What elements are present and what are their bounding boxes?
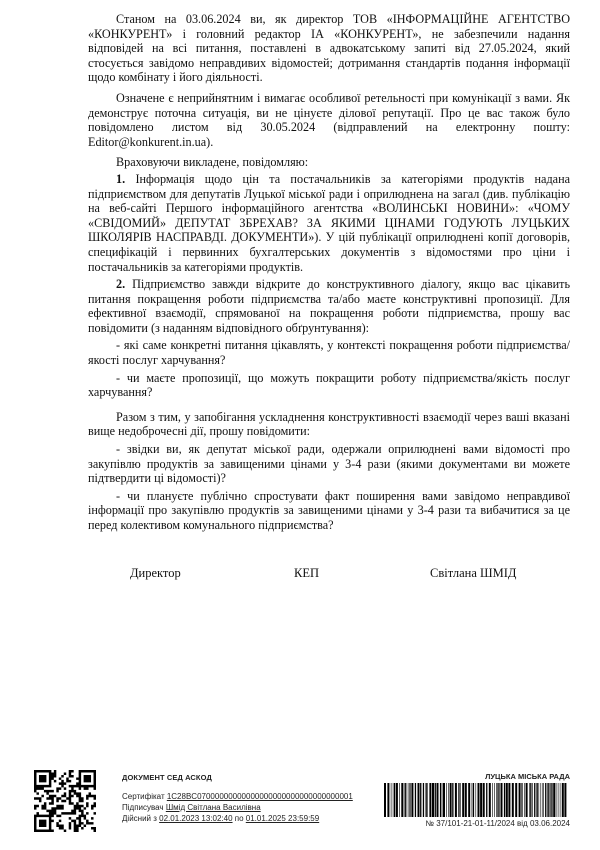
e-signature-stamp [122, 772, 382, 824]
paragraph-intro: Враховуючи викладене, повідомляю: [116, 155, 309, 170]
signature-type: КЕП [294, 566, 319, 580]
qr-code-icon [34, 770, 96, 832]
paragraph-status: Станом на 03.06.2024 ви, як директор ТОВ «ІНФОРМАЦІЙНЕ АГЕНТСТВО «КОНКУРЕНТ» і головний редактор ІА «КОНКУРЕНТ», не забезпечили надання відповідей на всі питання, поставлені в адвокатському запиті від 27.05.2024, який стосується завідомо неправдивих відомостей; дотримання стандартів подання інформації щодо комбінату і його діяльності. [88, 12, 570, 85]
item-1-text: Інформація щодо цін та постачальників за категоріями продуктів надана підприємством для депутатів Луцької міської ради і оприлюднена на загал (див. публікацію на веб-сайті Першого інформаційного агентства «ВОЛИНСЬКІ НОВИНИ»: «ЧОМУ «СВІДОМИЙ» ДЕПУТАТ ЗБРЕХАВ? ЗА ЯКИМИ ЦІНАМИ ГОДУЮТЬ ЛУЦЬКИХ ШКОЛЯРІВ НАСПРАВДІ. ДОКУМЕНТИ»). У цій публікації оприлюднені копії договорів, специфікацій і первинних бухгалтерських документів з відомостями про ціни і постачальників за категоріями продуктів. [88, 171, 570, 274]
request-question-1: - звідки ви, як депутат міської ради, одержали оприлюднені вами відомості про закупівлю продуктів за завищеними цінами у 3-4 рази (якими документами ви можете підтвердити ці відомості)? [88, 442, 570, 486]
item-2-number: 2. [116, 277, 126, 292]
registration-stamp [382, 772, 570, 828]
paragraph-request: Разом з тим, у запобігання ускладнення конструктивності взаємодії через ваші вказані вище недоброчесні дії, прошу повідомити: [88, 409, 570, 439]
certificate-value: 1C28BC07000000000000000000000000000000001 [166, 792, 353, 801]
valid-from: 02.01.2023 13:02:40 [159, 814, 233, 823]
item-1 [88, 172, 570, 274]
certificate-line: Сертифікат 1C28BC07000000000000000000000000000000001 [122, 792, 353, 801]
signer-role: Директор [130, 566, 181, 580]
registration-number: № 37/101-21-01-11/2024 від 03.06.2024 [425, 819, 570, 828]
stamp-header: ДОКУМЕНТ СЕД АСКОД [122, 773, 212, 782]
barcode-icon [382, 783, 570, 817]
item-2-question-2: - чи маєте пропозиції, що можуть покращити роботу підприємства/якість послуг харчування? [88, 370, 570, 400]
signer-line: Підписувач Шмід Світлана Василівна [122, 803, 261, 812]
item-1-number: 1. [116, 171, 126, 186]
request-question-2: - чи плануєте публічно спростувати факт поширення вами завідомо неправдивої інформації про закупівлю продуктів за завищеними цінами у 3-4 рази та вибачитися за це перед колективом комунального підприємства? [88, 488, 570, 532]
paragraph-reputation: Означене є неприйнятним і вимагає особливої ретельності при комунікації з вами. Як демонструє поточна ситуація, ви не цінуєте ділової репутації. Про це вас також було повідомлено листом від 30.05.2024 (відправлений на електронну пошту: Editor@konkurent.in.ua). [88, 90, 570, 149]
letter-body [88, 12, 570, 539]
item-2 [88, 277, 570, 335]
item-2-text: Підприємство завжди відкрите до конструктивного діалогу, якщо вас цікавить питання покращення роботи підприємства та/або маєте конструктивні пропозиції. Для ефективної взаємодії, спрямованої на покращення роботи підприємства, прошу вас повідомити (з наданням відповідного обґрунтування): [88, 277, 570, 335]
validity-line: Дійсний з 02.01.2023 13:02:40 по 01.01.2025 23:59:59 [122, 814, 320, 823]
signer-name: Світлана ШМІД [430, 566, 517, 580]
signature-block [0, 566, 600, 586]
organization-name: ЛУЦЬКА МІСЬКА РАДА [485, 772, 570, 781]
item-2-question-1: - які саме конкретні питання цікавлять, у контексті покращення роботи підприємства/якості послуг харчування? [88, 338, 570, 368]
signer-value: Шмід Світлана Василівна [165, 803, 261, 812]
valid-to: 01.01.2025 23:59:59 [245, 814, 320, 823]
